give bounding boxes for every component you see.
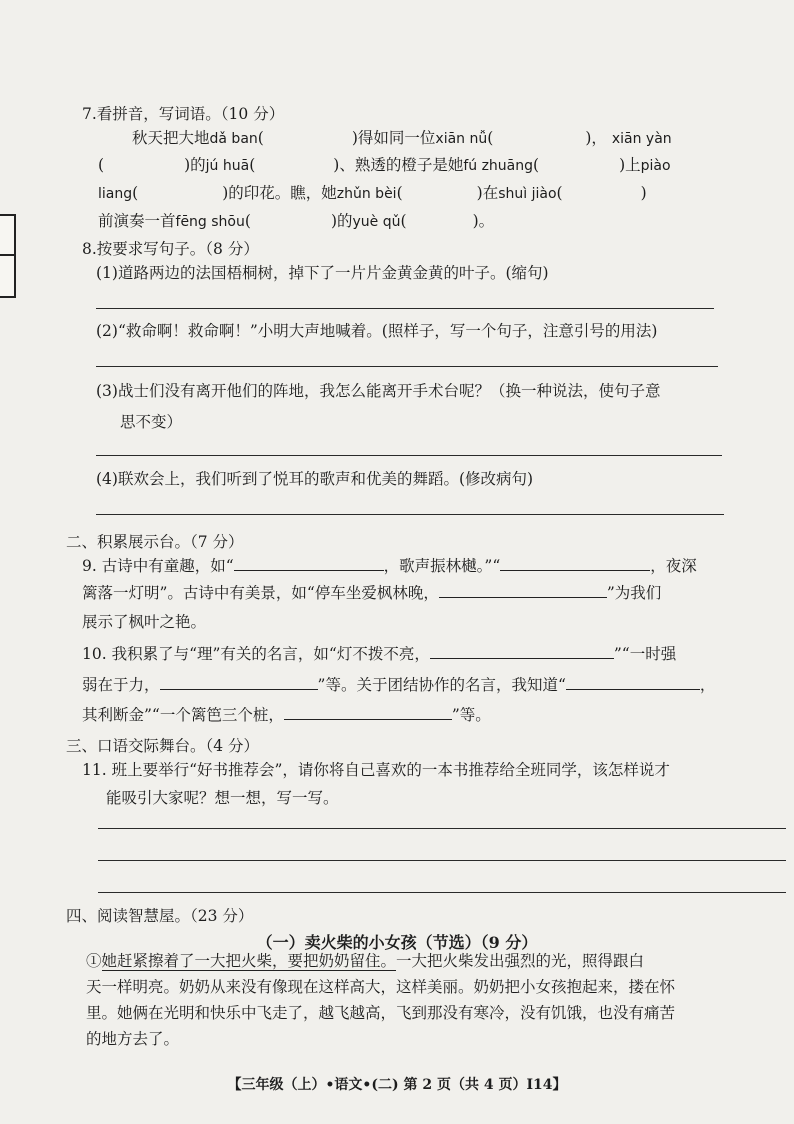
q10-line2: 弱在于力， ”等。关于团结协作的名言，我知道“ ， [82,676,716,694]
answer-blank[interactable] [439,582,607,598]
q10-line3: 其利断金”“一个篱笆三个桩， ”等。 [82,706,491,724]
pinyin: fú zhuāng [463,158,534,174]
q10-line1: 10. 我积累了与“理”有关的名言，如“灯不拨不亮， ”“一时强 [82,645,677,663]
answer-blank[interactable] [566,674,700,690]
q9-line1: 9. 古诗中有童趣，如“ ，歌声振林樾。”“ ，夜深 [82,557,697,575]
passage-line2: 天一样明亮。奶奶从来没有像现在这样高大，这样美丽。奶奶把小女孩抱起来，搂在怀 [86,978,676,996]
answer-blank[interactable] [160,674,318,690]
q11-line2: 能吸引大家呢？想一想，写一写。 [106,789,339,807]
answer-blank[interactable] [500,555,650,571]
sec3-title: 三、口语交际舞台。（4 分） [66,737,260,755]
answer-line[interactable] [98,828,786,829]
passage-title: （一）卖火柴的小女孩（节选）（9 分） [256,933,538,952]
answer-line[interactable] [98,860,786,861]
sec2-title: 二、积累展示台。（7 分） [66,533,244,551]
passage-line3: 里。她俩在光明和快乐中飞走了，越飞越高，飞到那没有寒冷，没有饥饿，也没有痛苦 [86,1004,676,1022]
pinyin: liang [98,186,133,202]
page-footer: 【三年级（上）•语文•(二) 第 2 页（共 4 页）I14】 [227,1077,567,1093]
q9-line3: 展示了枫叶之艳。 [82,613,207,631]
pinyin: shuì jiào [498,186,557,202]
answer-blank[interactable] [234,555,384,571]
pinyin: yuè qǔ [352,214,401,230]
q11-line1: 11. 班上要举行“好书推荐会”，请你将自己喜欢的一本书推荐给全班同学，该怎样说才 [82,761,670,779]
answer-blank[interactable] [430,643,614,659]
pinyin: piào [640,158,671,174]
answer-line[interactable] [96,308,714,309]
pinyin: zhǔn bèi [336,186,397,202]
pinyin: xiān yàn [611,131,672,147]
answer-line[interactable] [98,892,786,893]
passage-line1: ①她赶紧擦着了一大把火柴，要把奶奶留住。一大把火柴发出强烈的光，照得跟白 [86,952,645,970]
passage-line4: 的地方去了。 [86,1030,180,1048]
q8-s2: (2)“救命啊！救命啊！”小明大声地喊着。(照样子，写一个句子，注意引号的用法) [96,322,658,340]
q7-line4: 前演奏一首fēng shōu( )的yuè qǔ( )。 [98,212,495,230]
binding-box-top [0,214,16,258]
q7-title: 7.看拼音，写词语。（10 分） [82,105,285,123]
q9-line2: 篱落一灯明”。古诗中有美景，如“停车坐爱枫林晚， ”为我们 [82,584,662,602]
pinyin: dǎ ban [209,131,258,147]
pinyin: xiān nǚ [435,131,488,147]
pinyin: jú huā [205,158,250,174]
binding-box-bottom [0,254,16,298]
q8-s3b: 思不变） [120,413,183,431]
q7-line1: 秋天把大地dǎ ban( )得如同一位xiān nǚ( )， xiān yàn [132,129,672,147]
sec4-title: 四、阅读智慧屋。（23 分） [66,907,254,925]
answer-line[interactable] [96,514,724,515]
q8-s1: (1)道路两边的法国梧桐树，掉下了一片片金黄金黄的叶子。(缩句) [96,264,549,282]
q7-line2: ( )的jú huā( )、熟透的橙子是她fú zhuāng( )上piào [98,156,671,174]
answer-line[interactable] [96,455,722,456]
answer-line[interactable] [96,366,718,367]
pinyin: fēng shōu [175,214,245,230]
q8-title: 8.按要求写句子。（8 分） [82,240,259,258]
answer-blank[interactable] [284,704,452,720]
q8-s3a: (3)战士们没有离开他们的阵地，我怎么能离开手术台呢？（换一种说法，使句子意 [96,382,661,400]
underlined-sentence: 她赶紧擦着了一大把火柴，要把奶奶留住。 [101,952,397,970]
q7-line3: liang( )的印花。瞧，她zhǔn bèi( )在shuì jiào( ) [98,184,647,202]
q8-s4: (4)联欢会上，我们听到了悦耳的歌声和优美的舞蹈。(修改病句) [96,470,534,488]
